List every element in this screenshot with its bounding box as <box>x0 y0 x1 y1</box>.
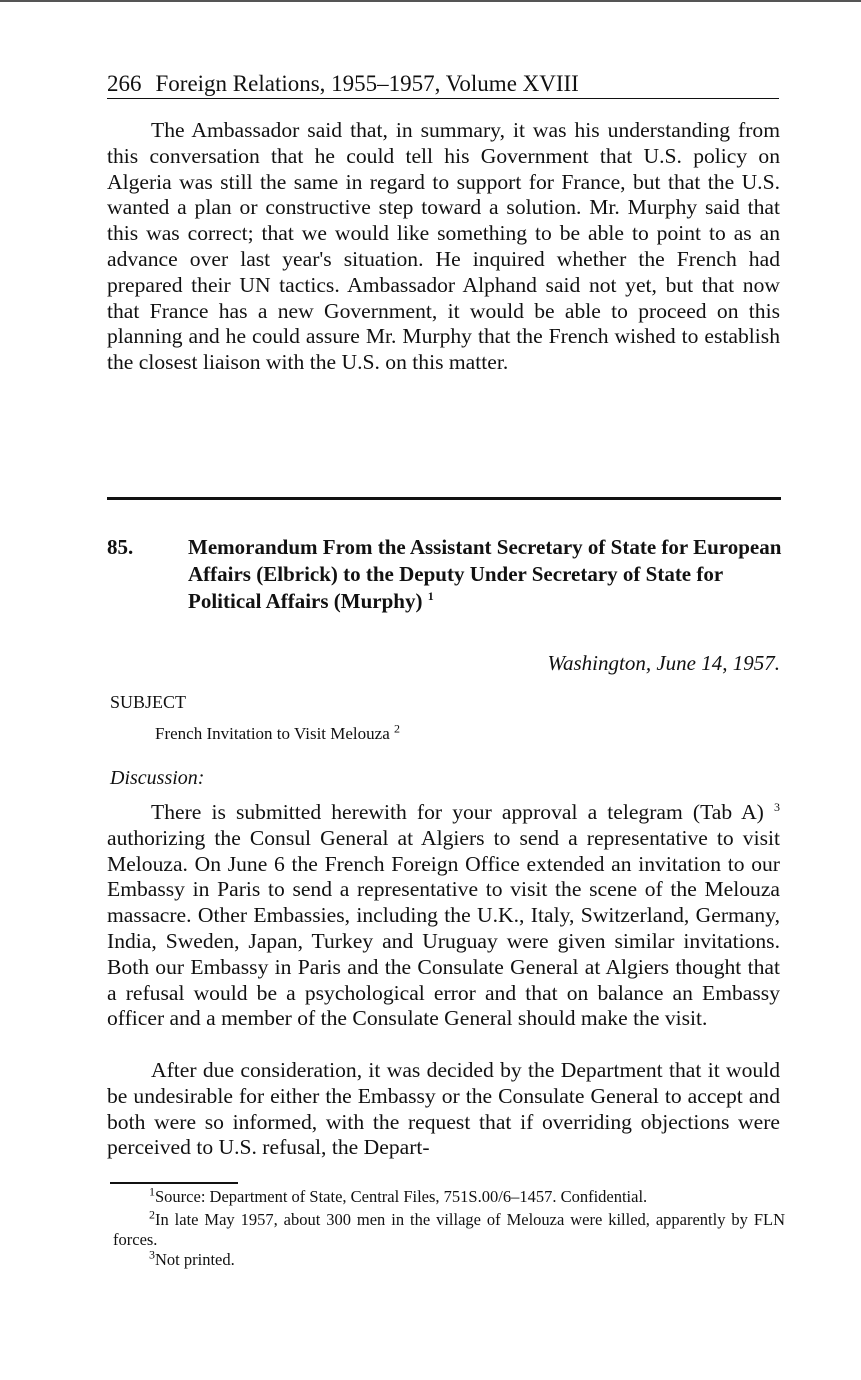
footnote-1 <box>113 1184 785 1207</box>
footnote-ref-1[interactable]: 1 <box>427 589 434 603</box>
footnote-text-3: Not printed. <box>155 1250 235 1269</box>
section-divider <box>107 497 781 500</box>
page-number: 266 <box>107 71 142 96</box>
footnote-divider <box>110 1182 238 1184</box>
footnote-mark-3: 3 <box>149 1247 155 1262</box>
document-number: 85. <box>107 535 134 559</box>
footnote-3 <box>113 1247 785 1270</box>
para1-rest: authorizing the Consul General at Algiers to send a representative to visit Melouza. On June 6 the French Foreign Office extended an invitation to our Embassy in Paris to send a representative to visit the scene of the Melouza massacre. Other Embassies, including the U.K., Italy, Switzerland, Germany, India, Sweden, Japan, Turkey and Uruguay were given similar invitations. Both our Embassy in Paris and the Consulate General at Algiers thought that a refusal would be a psychological error and that on balance an Embassy officer and a member of the Consulate General should make the visit. <box>107 825 780 1031</box>
para1-start: There is submitted herewith for your approval a telegram (Tab A) <box>151 800 764 824</box>
footnote-ref-3[interactable]: 3 <box>774 799 780 814</box>
discussion-paragraph-2: After due consideration, it was decided by the Department that it would be undesirable for either the Embassy or the Consulate General to accept and both were so informed, with the request that if overriding objections were perceived to U.S. refusal, the Depart- <box>107 1058 780 1160</box>
footnote-text-1: Source: Department of State, Central Files, 751S.00/6–1457. Confidential. <box>155 1187 648 1206</box>
discussion-label: Discussion: <box>110 767 205 789</box>
footnote-text-2: In late May 1957, about 300 men in the village of Melouza were killed, apparently by FLN forces. <box>113 1210 785 1249</box>
running-header <box>107 70 779 99</box>
footnote-mark-1: 1 <box>149 1184 155 1199</box>
intro-paragraph: The Ambassador said that, in summary, it was his understanding from this conversation that he could tell his Government that U.S. policy on Algeria was still the same in regard to support for France, but that the U.S. wanted a plan or constructive step toward a solution. Mr. Murphy said that this was correct; that we would like something to be able to point to as an advance over last year's situation. He inquired whether the French had prepared their UN tactics. Ambassador Alphand said not yet, but that now that France has a new Government, it would be able to proceed on this planning and he could assure Mr. Murphy that the French wished to establish the closest liaison with the U.S. on this matter. <box>107 118 780 375</box>
footnote-mark-2: 2 <box>149 1207 155 1222</box>
subject-label: SUBJECT <box>110 692 187 712</box>
discussion-paragraph-1 <box>107 800 780 1032</box>
running-title: Foreign Relations, 1955–1957, Volume XVIII <box>155 71 579 96</box>
footnote-2 <box>113 1207 785 1250</box>
document-title-text: Memorandum From the Assistant Secretary of State for European Affairs (Elbrick) to the Deputy Under Secretary of State for Political Affairs (Murphy) <box>188 535 782 613</box>
document-title <box>188 534 783 615</box>
scan-top-border <box>0 0 861 2</box>
footnote-ref-2[interactable]: 2 <box>394 721 400 736</box>
subject-text-value: French Invitation to Visit Melouza <box>155 724 390 743</box>
dateline: Washington, June 14, 1957. <box>547 651 780 675</box>
subject-text <box>155 722 400 746</box>
